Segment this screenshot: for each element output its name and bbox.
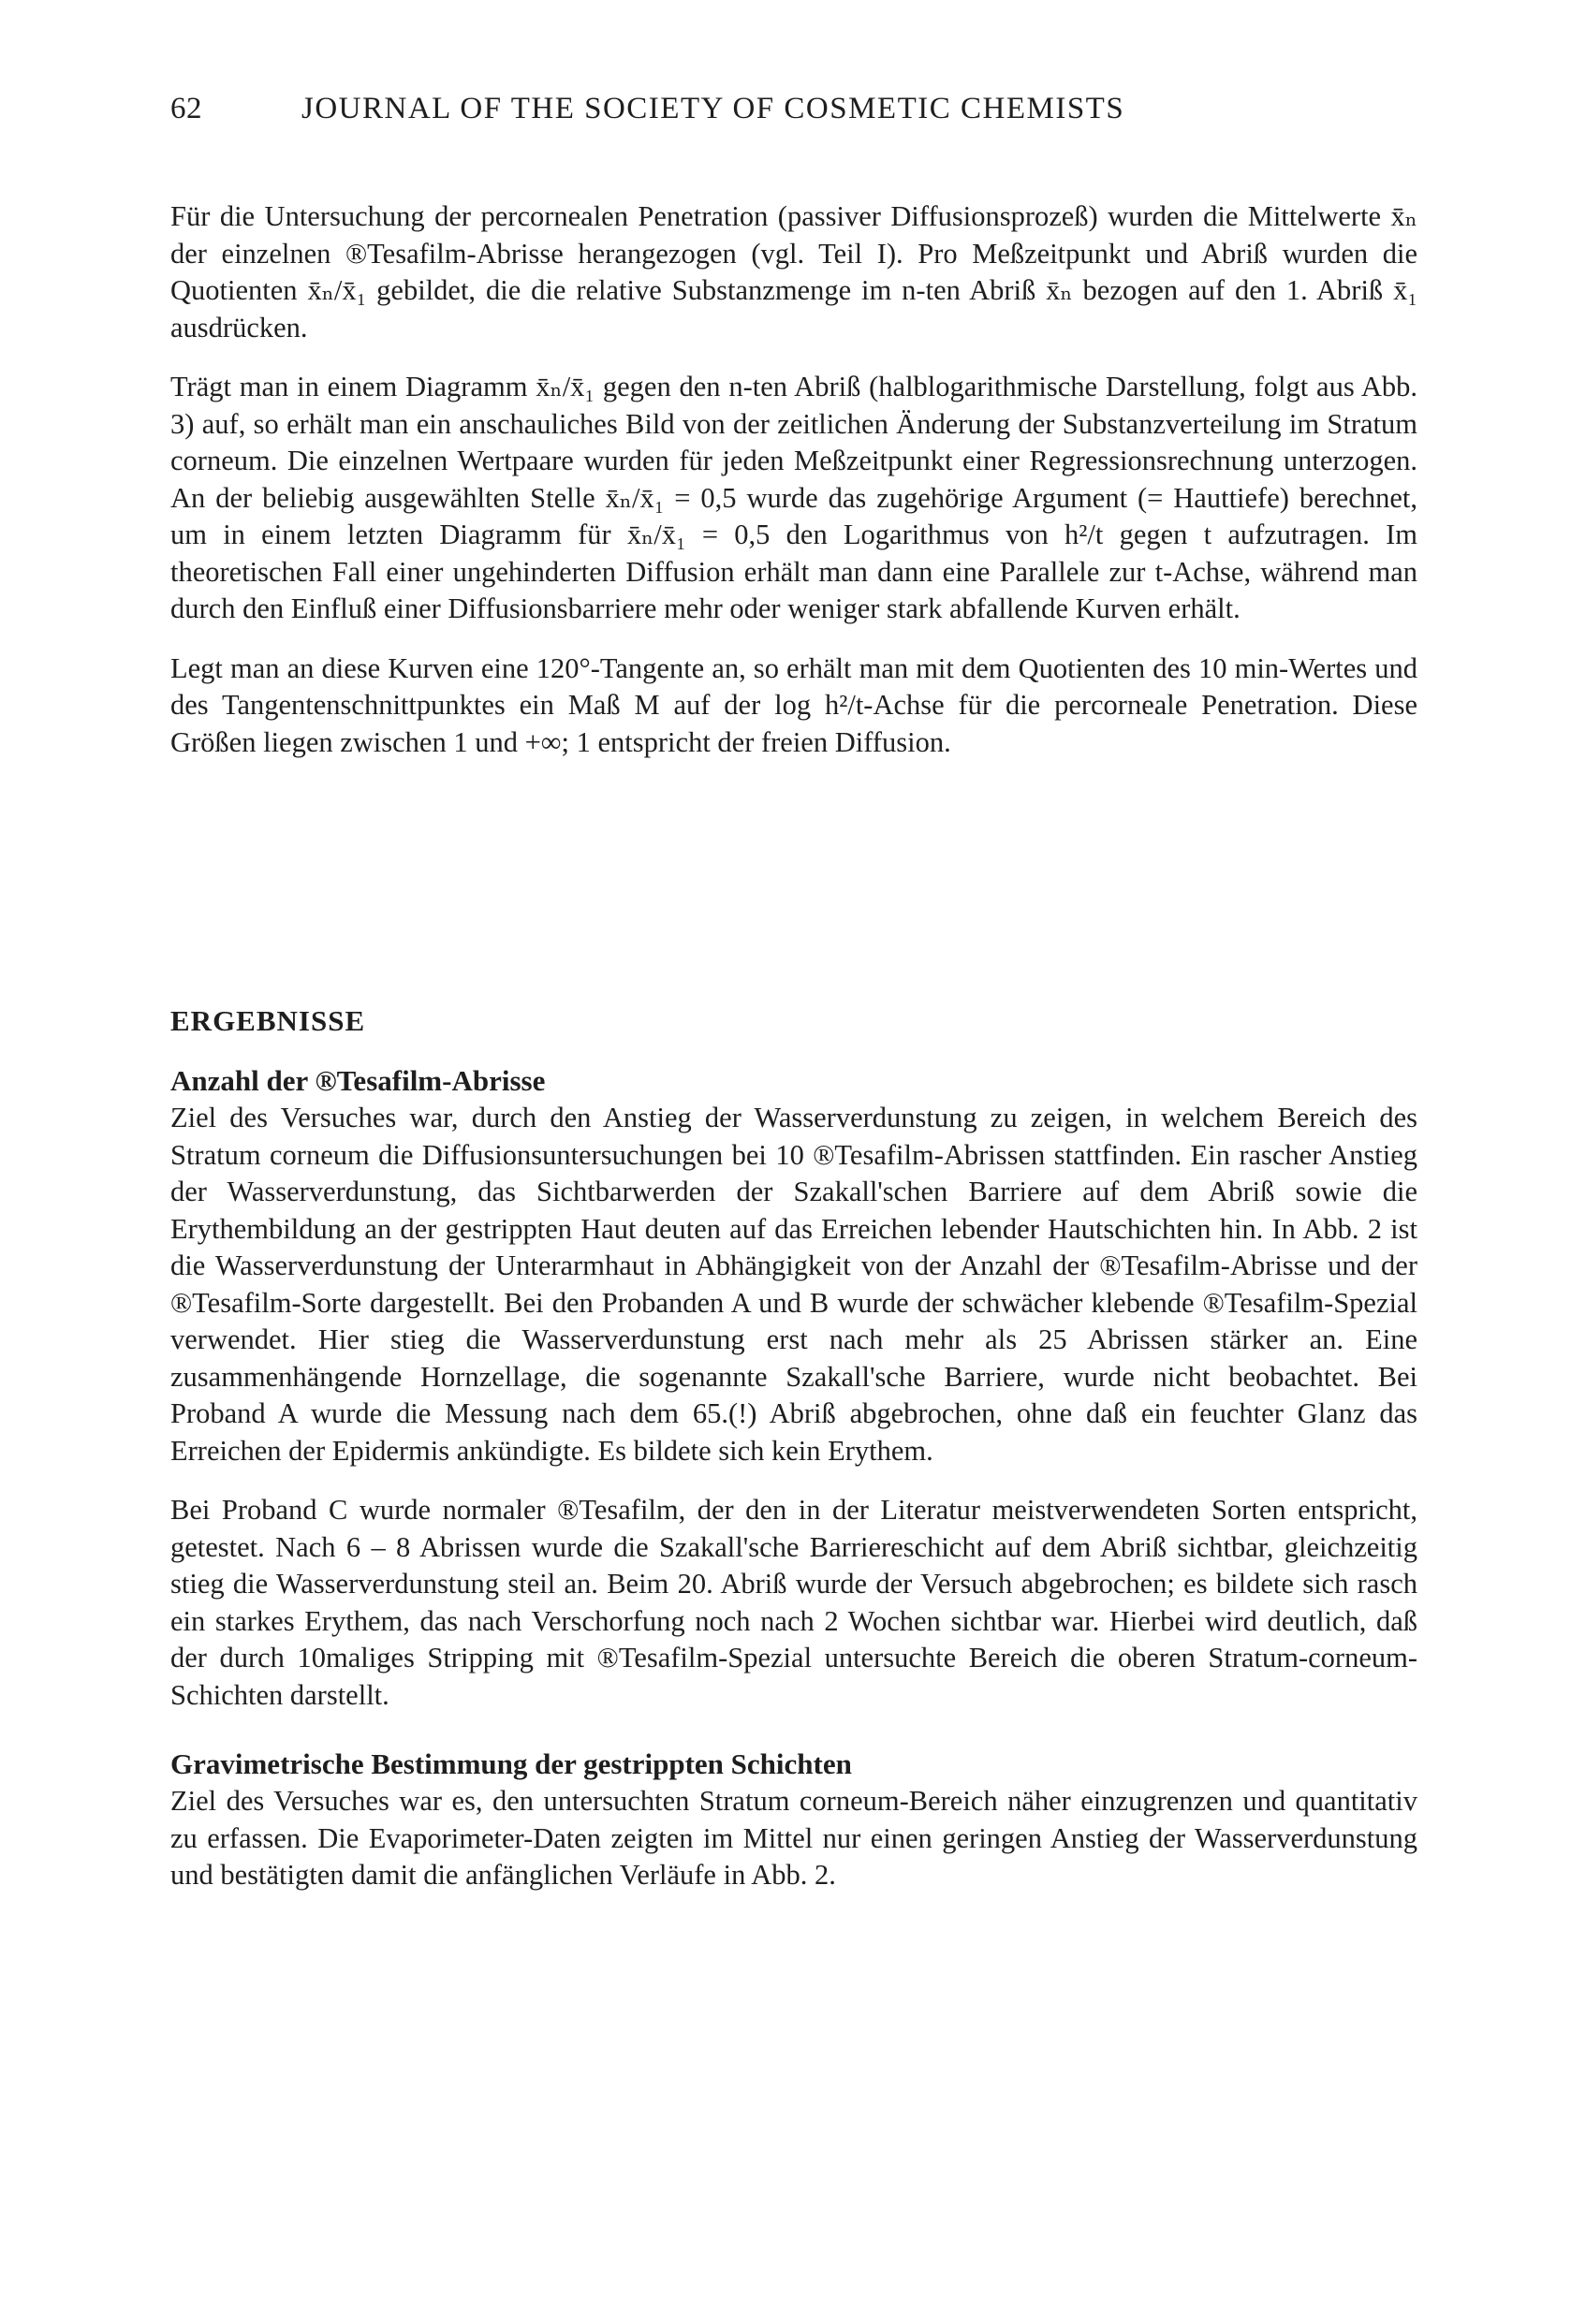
paragraph-stripping-count: Ziel des Versuches war, durch den Anstieg der Wasserverdunstung zu zeigen, in welchem Bereich des Stratum corneum die Diffusionsuntersuchungen bei 10 ®Tesafilm-Abrissen stattfinden. Ein rascher Anstieg der Wasserverdunstung, das Sichtbarwerden der Szakall'schen Barriere auf dem Abriß sowie die Erythembildung an der gestrippten Haut deuten auf das Erreichen lebender Hautschichten hin. In Abb. 2 ist die Wasserverdunstung der Unterarmhaut in Abhängigkeit von der Anzahl der ®Tesafilm-Abrisse und der ®Tesafilm-Sorte dargestellt. Bei den Probanden A und B wurde der schwächer klebende ®Tesafilm-Spezial verwendet. Hier stieg die Wasserverdunstung erst nach mehr als 25 Abrissen stärker an. Eine zusammenhängende Hornzellage, die sogenannte Szakall'sche Barriere, wurde nicht beobachtet. Bei Proband A wurde die Messung nach dem 65.(!) Abriß abgebrochen, ohne daß ein feuchter Glanz das Erreichen der Epidermis ankündigte. Es bildete sich kein Erythem. <box>170 1102 1417 1467</box>
subsection-heading-gravimetric: Gravimetrische Bestimmung der gestrippten Schichten <box>170 1747 852 1780</box>
results-section <box>170 1004 1417 1894</box>
running-header <box>170 92 1417 148</box>
page-number: 62 <box>170 92 202 125</box>
journal-title: JOURNAL OF THE SOCIETY OF COSMETIC CHEMISTS <box>301 92 1125 125</box>
paragraph-percorneal-penetration: Für die Untersuchung der percornealen Penetration (passiver Diffusionsprozeß) wurden die Mittelwerte x̄ₙ der einzelnen ®Tesafilm-Abrisse herangezogen (vgl. Teil I). Pro Meßzeitpunkt und Abriß wurden die Quotienten x̄ₙ/x̄₁ gebildet, die die relative Substanzmenge im n-ten Abriß x̄ₙ bezogen auf den 1. Abriß x̄₁ ausdrücken. <box>170 200 1417 343</box>
subsection-heading-stripping-count: Anzahl der ®Tesafilm-Abrisse <box>170 1064 546 1097</box>
paragraph-diagram-method: Trägt man in einem Diagramm x̄ₙ/x̄₁ gegen den n-ten Abriß (halblogarithmische Darstellung, folgt aus Abb. 3) auf, so erhält man ein anschauliches Bild von der zeitlichen Änderung der Substanzverteilung im Stratum corneum. Die einzelnen Wertpaare wurden für jeden Meßzeitpunkt einer Regressionsrechnung unterzogen. An der beliebig ausgewählten Stelle x̄ₙ/x̄₁ = 0,5 wurde das zugehörige Argument (= Hauttiefe) berechnet, um in einem letzten Diagramm für x̄ₙ/x̄₁ = 0,5 den Logarithmus von h²/t gegen t aufzutragen. Im theoretischen Fall einer ungehinderten Diffusion erhält man dann eine Parallele zur t-Achse, während man durch den Einfluß einer Diffusionsbarriere mehr oder weniger stark abfallende Kurven erhält. <box>170 371 1417 624</box>
paragraph-proband-c: Bei Proband C wurde normaler ®Tesafilm, der den in der Literatur meistverwendeten Sorten entspricht, getestet. Nach 6 – 8 Abrissen wurde die Szakall'sche Barriereschicht auf dem Abriß sichtbar, gleichzeitig stieg die Wasserverdunstung steil an. Beim 20. Abriß wurde der Versuch abgebrochen; es bildete sich rasch ein starkes Erythem, das nach Verschorfung noch nach 2 Wochen sichtbar war. Hierbei wird deutlich, daß der durch 10maliges Stripping mit ®Tesafilm-Spezial untersuchte Bereich die oberen Stratum-corneum-Schichten darstellt. <box>170 1494 1417 1711</box>
section-heading-results: ERGEBNISSE <box>170 1004 366 1037</box>
journal-page <box>170 92 1417 1894</box>
methods-section <box>170 198 1417 761</box>
paragraph-gravimetric: Ziel des Versuches war es, den untersuchten Stratum corneum-Bereich näher einzugrenzen und quantitativ zu erfassen. Die Evaporimeter-Daten zeigten im Mittel nur einen geringen Anstieg der Wasserverdunstung und bestätigten damit die anfänglichen Verläufe in Abb. 2. <box>170 1785 1417 1891</box>
paragraph-tangent-method: Legt man an diese Kurven eine 120°-Tangente an, so erhält man mit dem Quotienten des 10 min-Wertes und des Tangentenschnittpunktes ein Maß M auf der log h²/t-Achse für die percorneale Penetration. Diese Größen liegen zwischen 1 und +∞; 1 entspricht der freien Diffusion. <box>170 651 1417 758</box>
page-spacer <box>170 761 1417 1004</box>
